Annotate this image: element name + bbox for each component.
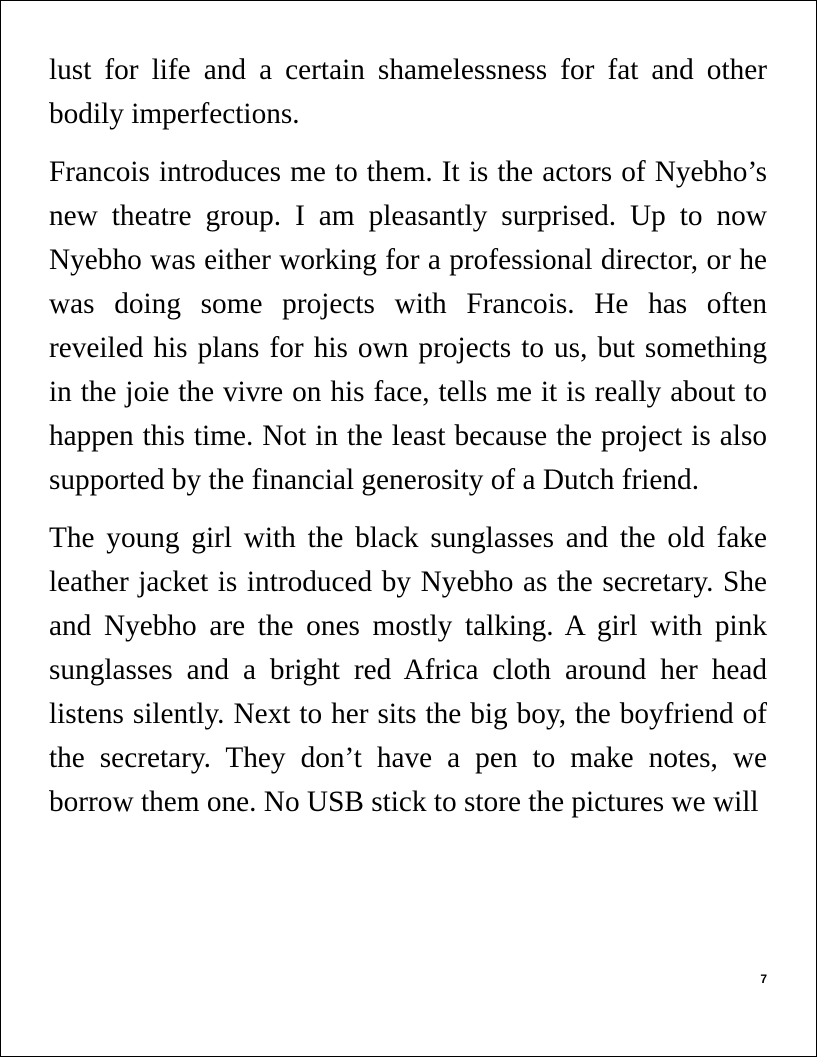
paragraph-2: Francois introduces me to them. It is the actors of Nyebho’s new theatre group. I am pleasantly surprised. Up to now Nyebho was either working for a professional director, or he was doing some projects with Francois. He has often reveiled his plans for his own projects to us, but something in the joie the vivre on his face, tells me it is really about to happen this time. Not in the least because the project is also supported by the financial generosity of a Dutch friend. <box>49 156 767 496</box>
paragraph-3: The young girl with the black sunglasses and the old fake leather jacket is introduced by Nyebho as the secretary. She and Nyebho are the ones mostly talking. A girl with pink sunglasses and a bright red Africa cloth around her head listens silently. Next to her sits the big boy, the boyfriend of the secretary. They don’t have a pen to make notes, we borrow them one. No USB stick to store the pictures we will <box>49 522 767 818</box>
page-number: 7 <box>760 972 767 986</box>
body-text <box>49 48 767 838</box>
paragraph-1: lust for life and a certain shamelessness for fat and other bodily imperfections. <box>49 54 767 130</box>
